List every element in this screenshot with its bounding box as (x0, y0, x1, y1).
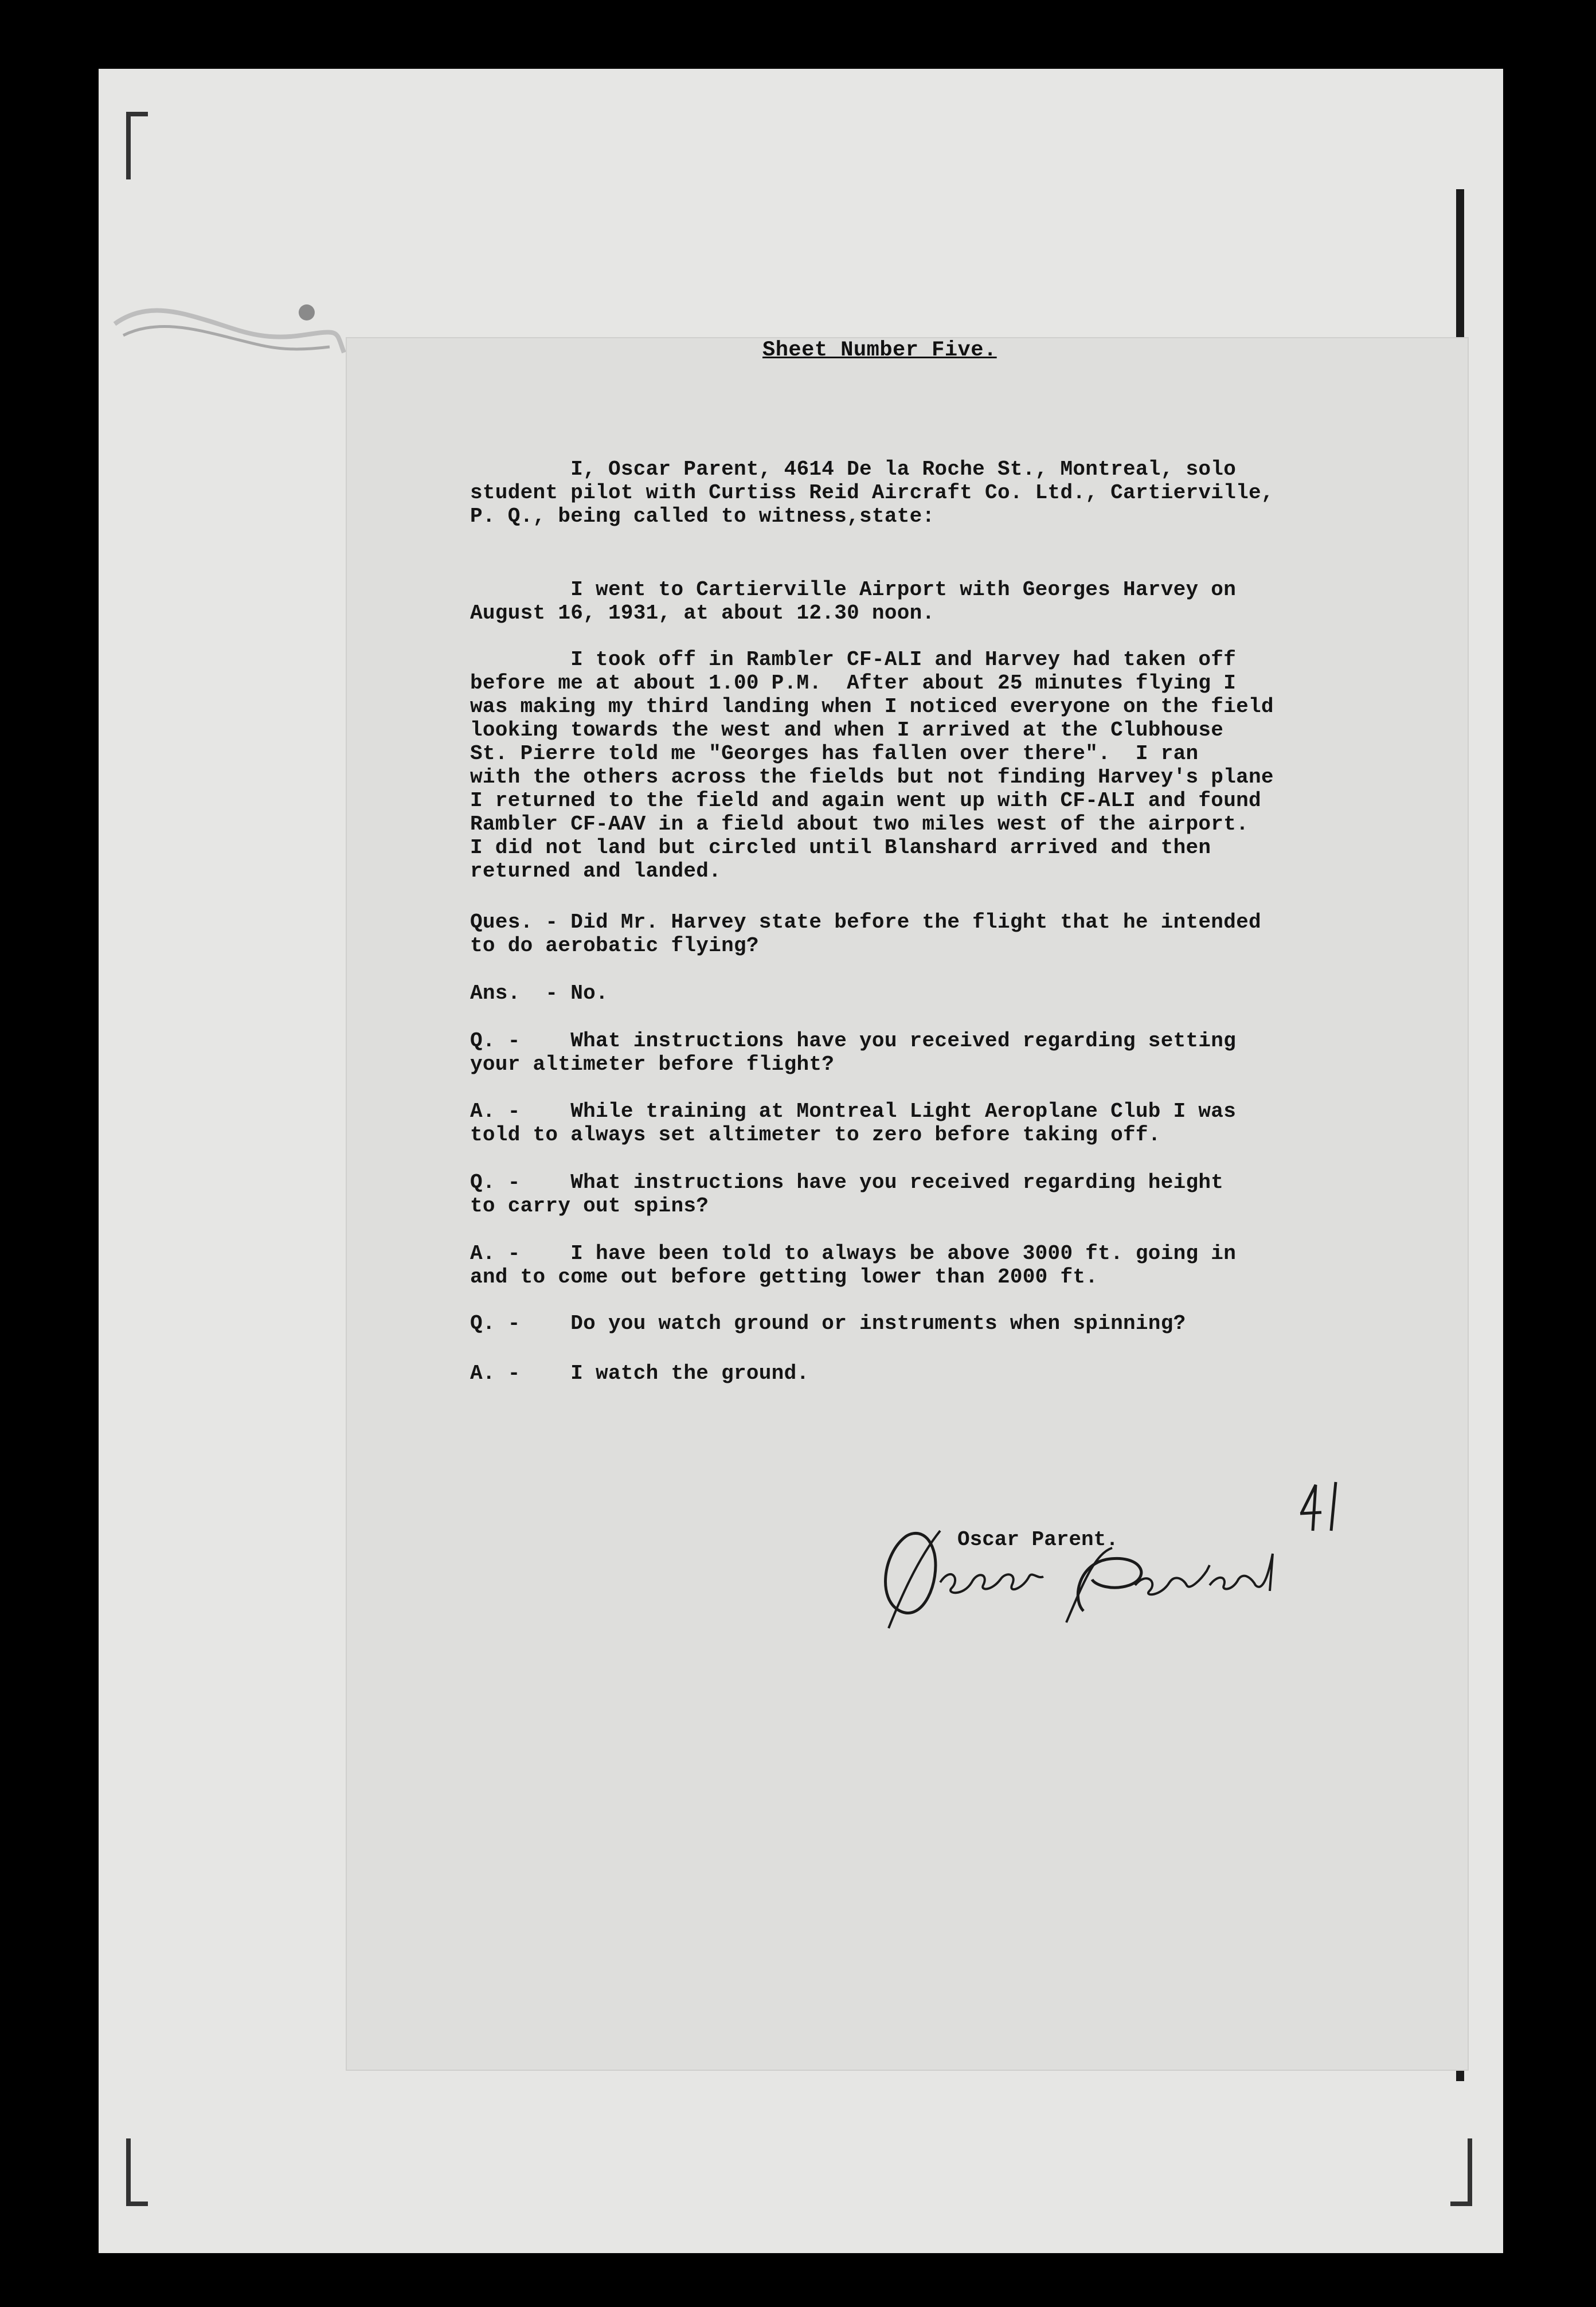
answer-3: A. - I have been told to always be above 3000 ft. going in and to come out before getting lower than 2000 ft. (470, 1242, 1237, 1289)
statement-para-2: I took off in Rambler CF-ALI and Harvey had taken off before me at about 1.00 P.M. After about 25 minutes flying I was making my third landing when I noticed everyone on the field looking towards the west and when I arrived at the Clubhouse St. Pierre told me "Georges has fallen over there". I ran with the others across the fields but not finding Harvey's plane I returned to the field and again went up with CF-ALI and found Rambler CF-AAV in a field about two miles west of the airport. I did not land but circled until Blanshard arrived and then returned and landed. (470, 648, 1274, 883)
answer-2: A. - While training at Montreal Light Aeroplane Club I was told to always set altimeter to zero before taking off. (470, 1100, 1237, 1147)
question-2: Q. - What instructions have you received regarding setting your altimeter before flight? (470, 1029, 1237, 1076)
corner-mark-bottom-left (126, 2138, 148, 2206)
corner-mark-bottom-right (1450, 2138, 1472, 2206)
corner-mark-top-left (126, 112, 148, 179)
question-1: Ques. - Did Mr. Harvey state before the flight that he intended to do aerobatic flying? (470, 910, 1261, 957)
answer-4: A. - I watch the ground. (470, 1362, 809, 1385)
witness-intro: I, Oscar Parent, 4614 De la Roche St., Montreal, solo student pilot with Curtiss Reid Aircraft Co. Ltd., Cartierville, P. Q., being called to witness,state: (470, 458, 1274, 528)
typed-signature-name: Oscar Parent. (957, 1528, 1118, 1551)
answer-1: Ans. - No. (470, 982, 608, 1005)
string-tie-doodle (112, 290, 347, 370)
page-title: Sheet Number Five. (762, 338, 997, 362)
statement-para-1: I went to Cartierville Airport with Georges Harvey on August 16, 1931, at about 12.30 noon. (470, 578, 1237, 625)
question-4: Q. - Do you watch ground or instruments when spinning? (470, 1312, 1186, 1335)
question-3: Q. - What instructions have you received regarding height to carry out spins? (470, 1171, 1224, 1218)
handwritten-signature (866, 1468, 1341, 1651)
handwritten-page-number (1296, 1473, 1353, 1536)
